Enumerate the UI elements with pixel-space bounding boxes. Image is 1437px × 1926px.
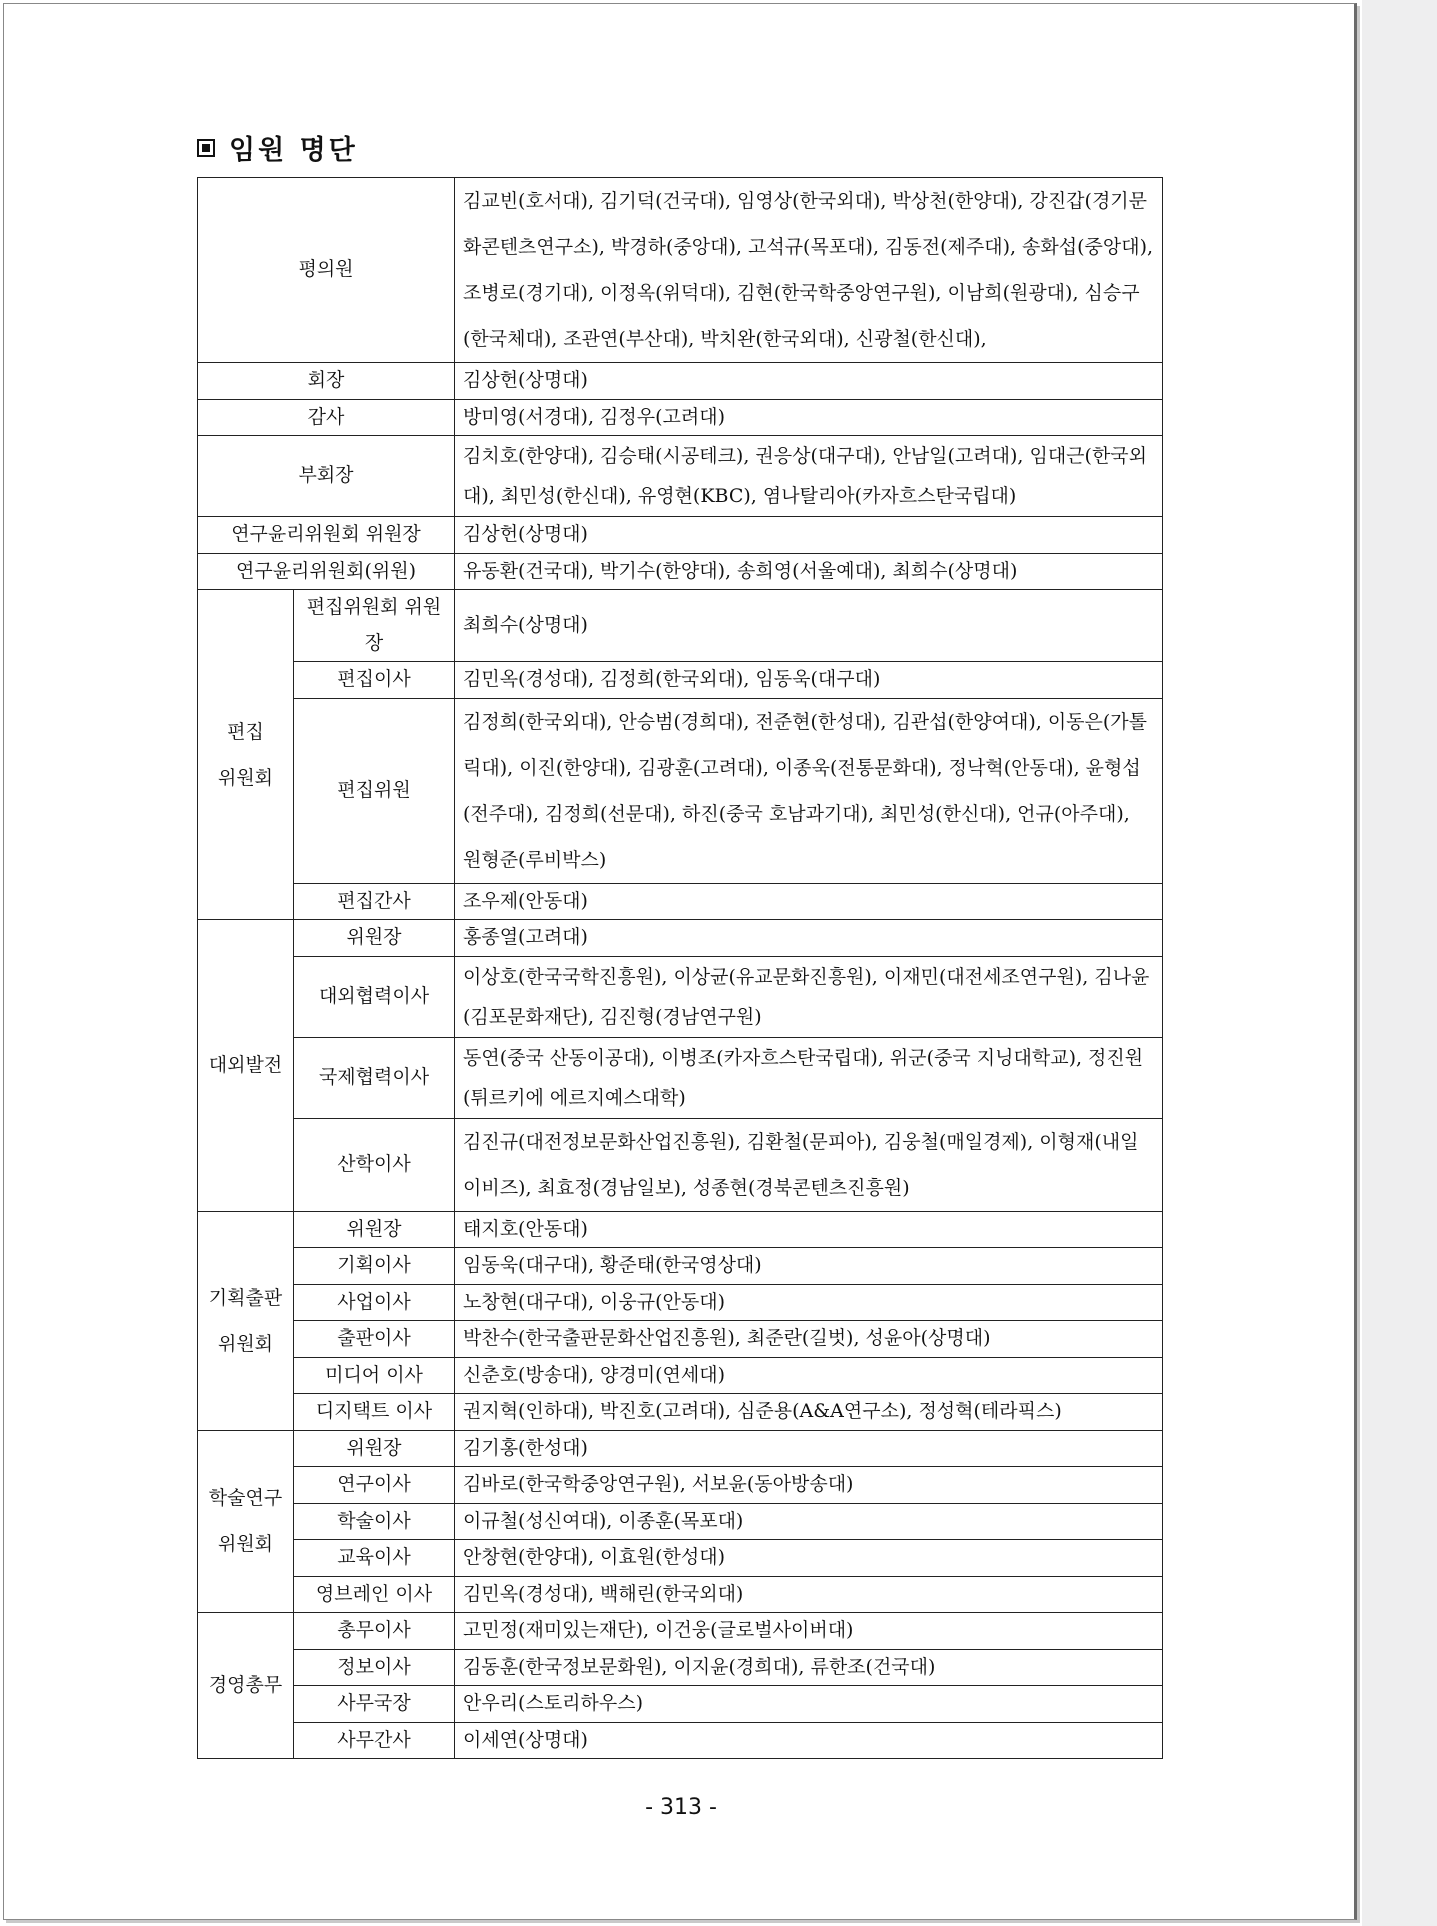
row-names: 이상호(한국국학진흥원), 이상균(유교문화진흥원), 이재민(대전세조연구원), 김나윤(김포문화재단), 김진형(경남연구원) <box>455 956 1163 1037</box>
row-label: 총무이사 <box>294 1613 455 1650</box>
page-number: - 313 - <box>645 1795 717 1820</box>
row-label: 평의원 <box>198 178 455 363</box>
officer-roster-table <box>197 177 1163 1759</box>
table-row <box>198 178 1163 363</box>
table-row <box>198 1503 1163 1540</box>
row-names: 홍종열(고려대) <box>455 920 1163 957</box>
row-label: 편집위원회 위원장 <box>294 590 455 662</box>
table-row <box>198 436 1163 517</box>
row-names: 안창현(한양대), 이효원(한성대) <box>455 1540 1163 1577</box>
table-row <box>198 698 1163 883</box>
category-editorial: 편집 위원회 <box>198 590 294 920</box>
row-label: 디지택트 이사 <box>294 1394 455 1431</box>
row-label: 영브레인 이사 <box>294 1576 455 1613</box>
row-names: 김진규(대전정보문화산업진흥원), 김환철(문피아), 김웅철(매일경제), 이형재(내일이비즈), 최효정(경남일보), 성종현(경북콘텐츠진흥원) <box>455 1118 1163 1211</box>
row-label: 편집이사 <box>294 662 455 699</box>
category-management: 경영총무 <box>198 1613 294 1759</box>
table-row <box>198 399 1163 436</box>
row-label: 연구윤리위원회(위원) <box>198 553 455 590</box>
row-label: 대외협력이사 <box>294 956 455 1037</box>
row-names: 최희수(상명대) <box>455 590 1163 662</box>
row-label: 감사 <box>198 399 455 436</box>
row-label: 사업이사 <box>294 1284 455 1321</box>
row-names: 김상헌(상명대) <box>455 517 1163 554</box>
table-row <box>198 1722 1163 1759</box>
square-bullet-icon <box>197 139 215 157</box>
row-label: 위원장 <box>294 1430 455 1467</box>
row-label: 산학이사 <box>294 1118 455 1211</box>
row-names: 김민옥(경성대), 백해린(한국외대) <box>455 1576 1163 1613</box>
row-names: 김상헌(상명대) <box>455 363 1163 400</box>
row-names: 조우제(안동대) <box>455 883 1163 920</box>
row-names: 안우리(스토리하우스) <box>455 1686 1163 1723</box>
row-names: 이세연(상명대) <box>455 1722 1163 1759</box>
row-label: 사무간사 <box>294 1722 455 1759</box>
row-label: 정보이사 <box>294 1649 455 1686</box>
row-label: 편집위원 <box>294 698 455 883</box>
table-row <box>198 1430 1163 1467</box>
row-names: 동연(중국 산동이공대), 이병조(카자흐스탄국립대), 위군(중국 지닝대학교), 정진원(튀르키에 에르지예스대학) <box>455 1037 1163 1118</box>
row-label: 사무국장 <box>294 1686 455 1723</box>
row-names: 김기홍(한성대) <box>455 1430 1163 1467</box>
table-row <box>198 553 1163 590</box>
row-label: 교육이사 <box>294 1540 455 1577</box>
section-title-text: 임원 명단 <box>229 135 358 166</box>
row-names: 고민정(재미있는재단), 이건웅(글로벌사이버대) <box>455 1613 1163 1650</box>
row-names: 유동환(건국대), 박기수(한양대), 송희영(서울예대), 최희수(상명대) <box>455 553 1163 590</box>
table-row <box>198 1357 1163 1394</box>
row-label: 부회장 <box>198 436 455 517</box>
viewer-background <box>1362 0 1437 1926</box>
table-row <box>198 1211 1163 1248</box>
table-row <box>198 517 1163 554</box>
row-names: 임동욱(대구대), 황준태(한국영상대) <box>455 1248 1163 1285</box>
table-row <box>198 1467 1163 1504</box>
category-academic: 학술연구 위원회 <box>198 1430 294 1613</box>
row-label: 학술이사 <box>294 1503 455 1540</box>
row-names: 권지혁(인하대), 박진호(고려대), 심준용(A&A연구소), 정성혁(테라픽스) <box>455 1394 1163 1431</box>
category-external: 대외발전 <box>198 920 294 1212</box>
section-title <box>197 128 358 167</box>
table-row <box>198 1118 1163 1211</box>
row-label: 출판이사 <box>294 1321 455 1358</box>
row-names: 김치호(한양대), 김승태(시공테크), 권응상(대구대), 안남일(고려대), 임대근(한국외대), 최민성(한신대), 유영현(KBC), 염나탈리아(카자흐스탄국립대) <box>455 436 1163 517</box>
row-label: 연구윤리위원회 위원장 <box>198 517 455 554</box>
row-names: 이규철(성신여대), 이종훈(목포대) <box>455 1503 1163 1540</box>
row-names: 김교빈(호서대), 김기덕(건국대), 임영상(한국외대), 박상천(한양대), 강진갑(경기문화콘텐츠연구소), 박경하(중앙대), 고석규(목포대), 김동전(제주대), 송화섭(중앙대), 조병로(경기대), 이정옥(위덕대), 김현(한국학중앙연구원), 이남희(원광대), 심승구(한국체대), 조관연(부산대), 박치완(한국외대), 신광철(한신대), <box>455 178 1163 363</box>
row-names: 김정희(한국외대), 안승범(경희대), 전준현(한성대), 김관섭(한양여대), 이동은(가톨릭대), 이진(한양대), 김광훈(고려대), 이종욱(전통문화대), 정낙혁(안동대), 윤형섭(전주대), 김정희(선문대), 하진(중국 호남과기대), 최민성(한신대), 언규(아주대), 원형준(루비박스) <box>455 698 1163 883</box>
table-row <box>198 662 1163 699</box>
table-row <box>198 1649 1163 1686</box>
row-names: 김동훈(한국정보문화원), 이지윤(경희대), 류한조(건국대) <box>455 1649 1163 1686</box>
row-label: 편집간사 <box>294 883 455 920</box>
table-row <box>198 363 1163 400</box>
table-row <box>198 590 1163 662</box>
row-label: 국제협력이사 <box>294 1037 455 1118</box>
table-row <box>198 920 1163 957</box>
row-names: 김민옥(경성대), 김정희(한국외대), 임동욱(대구대) <box>455 662 1163 699</box>
table-row <box>198 956 1163 1037</box>
row-label: 미디어 이사 <box>294 1357 455 1394</box>
table-row <box>198 1540 1163 1577</box>
table-row <box>198 1686 1163 1723</box>
row-names: 태지호(안동대) <box>455 1211 1163 1248</box>
row-names: 신춘호(방송대), 양경미(연세대) <box>455 1357 1163 1394</box>
row-label: 연구이사 <box>294 1467 455 1504</box>
table-row <box>198 1037 1163 1118</box>
row-label: 회장 <box>198 363 455 400</box>
row-label: 위원장 <box>294 920 455 957</box>
table-row <box>198 1284 1163 1321</box>
row-label: 기획이사 <box>294 1248 455 1285</box>
category-planning: 기획출판 위원회 <box>198 1211 294 1430</box>
table-row <box>198 1394 1163 1431</box>
table-row <box>198 1321 1163 1358</box>
table-row <box>198 883 1163 920</box>
row-label: 위원장 <box>294 1211 455 1248</box>
row-names: 방미영(서경대), 김정우(고려대) <box>455 399 1163 436</box>
table-row <box>198 1576 1163 1613</box>
row-names: 김바로(한국학중앙연구원), 서보윤(동아방송대) <box>455 1467 1163 1504</box>
row-names: 박찬수(한국출판문화산업진흥원), 최준란(길벗), 성윤아(상명대) <box>455 1321 1163 1358</box>
row-names: 노창현(대구대), 이웅규(안동대) <box>455 1284 1163 1321</box>
table-row <box>198 1248 1163 1285</box>
table-row <box>198 1613 1163 1650</box>
